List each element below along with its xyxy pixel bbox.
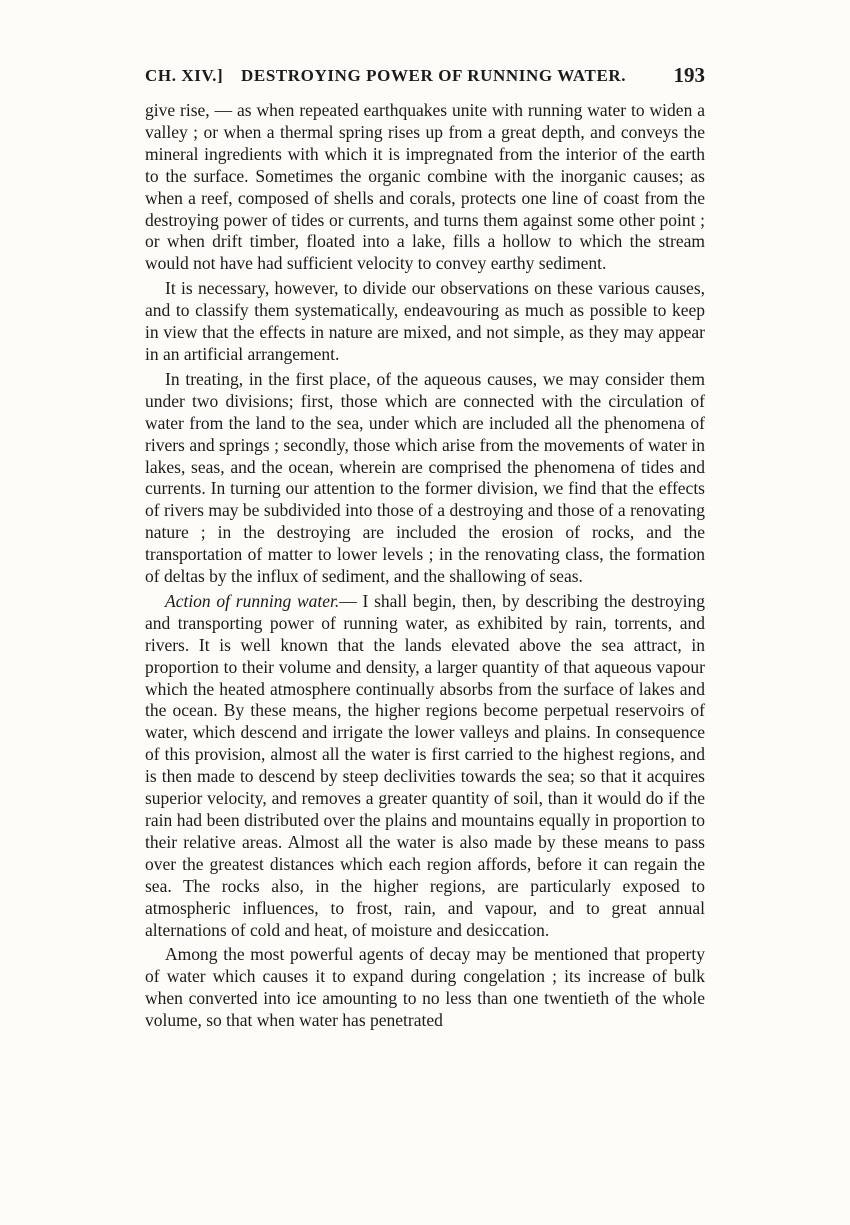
running-title: DESTROYING POWER OF RUNNING WATER. — [241, 66, 627, 85]
paragraph-4-text: — I shall begin, then, by describing the destroying and transporting power of running water, as exhibited by rain, torrents, and rivers. It is well known that the lands elevated above the sea attract, in proportion to their volume and density, a larger quantity of that aqueous vapour which the heated atmosphere continually absorbs from the surface of lakes and the ocean. By these means, the higher regions become perpetual reservoirs of water, which descend and irrigate the lower valleys and plains. In consequence of this provision, almost all the water is first carried to the highest regions, and is then made to descend by steep declivities towards the sea; so that it acquires superior velocity, and removes a greater quantity of soil, than it would do if the rain had been distributed over the plains and mountains equally in proportion to their relative areas. Almost all the water is also made by these means to pass over the greatest distances which each region affords, before it can regain the sea. The rocks also, in the higher regions, are particularly exposed to atmospheric influences, to frost, rain, and vapour, and to great annual alternations of cold and heat, of moisture and desiccation. — [145, 590, 705, 940]
paragraph-2: It is necessary, however, to divide our observations on these various causes, and to classify them systematically, endeavouring as much as possible to keep in view that the effects in nature are mixed, and not simple, as they may appear in an artificial arrangement. — [145, 278, 705, 364]
paragraph-3: In treating, in the first place, of the aqueous causes, we may consider them under two divisions; first, those which are connected with the circulation of water from the land to the sea, under which are included all the phenomena of rivers and springs ; secondly, those which arise from the movements of water in lakes, seas, and the ocean, wherein are comprised the phenomena of tides and currents. In turning our attention to the former division, we find that the effects of rivers may be subdivided into those of a destroying and those of a renovating nature ; in the destroying are included the erosion of rocks, and the transportation of matter to lower levels ; in the renovating class, the formation of deltas by the influx of sediment, and the shallowing of seas. — [145, 368, 705, 587]
paragraph-4 — [145, 591, 705, 942]
section-heading: Action of running water. — [165, 590, 340, 611]
paragraph-5: Among the most powerful agents of decay may be mentioned that property of water which causes it to expand during congelation ; its increase of bulk when converted into ice amounting to no less than one twentieth of the whole volume, so that when water has penetrated — [145, 944, 705, 1031]
page-number: 193 — [673, 63, 705, 87]
chapter-reference: CH. XIV.] — [145, 66, 224, 85]
body-text — [145, 100, 705, 1032]
paragraph-1: give rise, — as when repeated earthquakes unite with running water to widen a valley ; or when a thermal spring rises up from a great depth, and conveys the mineral ingredients with which it is impregnated from the interior of the earth to the surface. Sometimes the organic combine with the inorganic causes; as when a reef, composed of shells and corals, protects one line of coast from the destroying power of tides or currents, and turns them against some other point ; or when drift timber, floated into a lake, fills a hollow to which the stream would not have had sufficient velocity to convey earthy sediment. — [145, 100, 705, 274]
running-head — [145, 63, 705, 92]
